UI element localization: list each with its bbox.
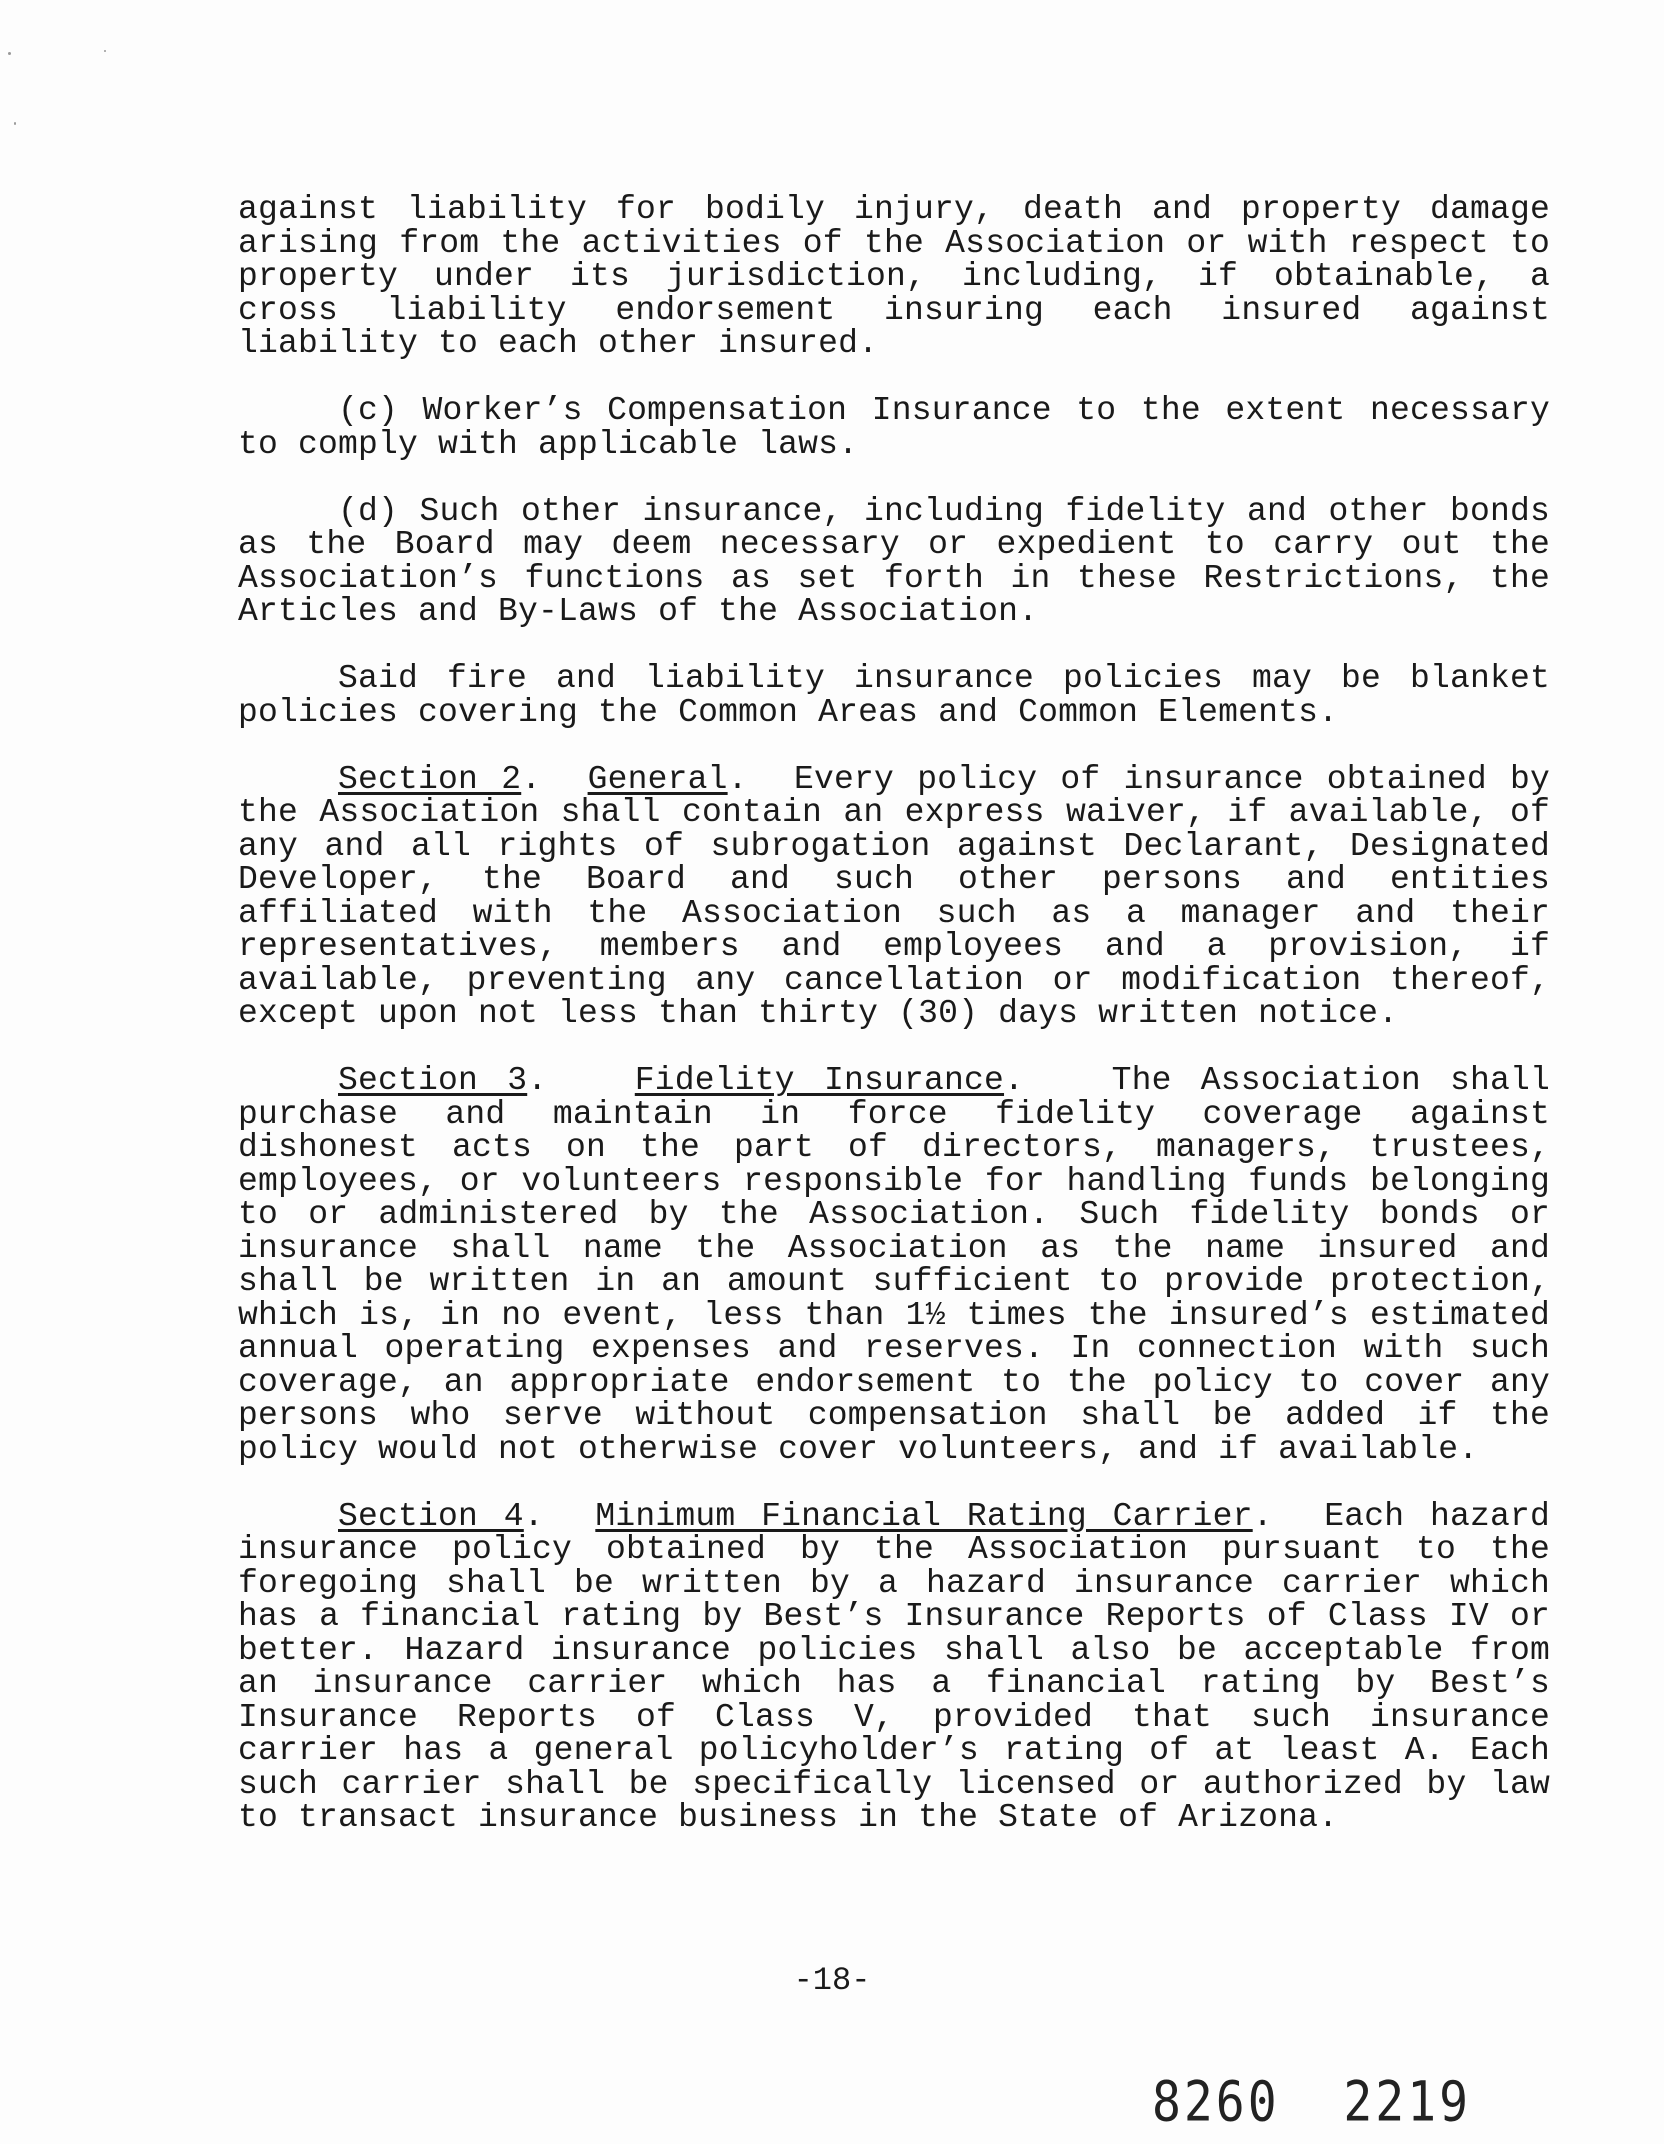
paragraph-workers-compensation: (c) Worker’s Compensation Insurance to the extent necessary to comply with applicable laws. <box>238 392 1550 463</box>
section-2-title: General <box>587 760 728 798</box>
scan-speck <box>14 122 16 125</box>
section-2-body: Every policy of insurance obtained by the Association shall contain an express waiver, if available, of any and all rights of subrogation against Declarant, Designated Developer, the Board and such other persons and entities affiliated with the Association such as a manager and their representatives, members and employees and a provision, if available, preventing any cancellation or modification thereof, except upon not less than thirty (30) days written notice. <box>238 760 1551 1032</box>
section-3-body: The Association shall purchase and maintain in force fidelity coverage against dishonest acts on the part of directors, managers, trustees, employees, or volunteers responsible for handling funds belonging to or administered by the Association. Such fidelity bonds or insurance shall name the Association as the name insured and shall be written in an amount sufficient to provide protection, which is, in no event, less than 1½ times the insured’s estimated annual operating expenses and reserves. In connection with such coverage, an appropriate endorsement to the policy to cover any persons who serve without compensation shall be added if the policy would not otherwise cover volunteers, and if available. <box>238 1062 1551 1468</box>
section-2-paragraph: Section 2. General. Every policy of insurance obtained by the Association shall contain an express waiver, if available, of any and all rights of subrogation against Declarant, Designated Developer, the Board and such other persons and entities affiliated with the Association such as a manager and their representatives, members and employees and a provision, if available, preventing any cancellation or modification thereof, except upon not less than thirty (30) days written notice. <box>238 760 1551 1032</box>
document-body <box>238 193 1550 1868</box>
recording-stamp: 8260 2219 <box>1152 2070 1471 2135</box>
section-3-paragraph: Section 3. Fidelity Insurance. The Association shall purchase and maintain in force fidelity coverage against dishonest acts on the part of directors, managers, trustees, employees, or volunteers responsible for handling funds belonging to or administered by the Association. Such fidelity bonds or insurance shall name the Association as the name insured and shall be written in an amount sufficient to provide protection, which is, in no event, less than 1½ times the insured’s estimated annual operating expenses and reserves. In connection with such coverage, an appropriate endorsement to the policy to cover any persons who serve without compensation shall be added if the policy would not otherwise cover volunteers, and if available. <box>238 1062 1551 1468</box>
paragraph-blanket-policies: Said fire and liability insurance policies may be blanket policies covering the Common Areas and Common Elements. <box>238 660 1550 731</box>
section-3-title: Fidelity Insurance <box>634 1062 1005 1099</box>
paragraph-liability-continued: against liability for bodily injury, death and property damage arising from the activities of the Association or with respect to property under its jurisdiction, including, if obtainable, a cross liability endorsement insuring each insured against liability to each other insured. <box>238 191 1550 362</box>
scan-speck <box>104 50 106 52</box>
section-4-title: Minimum Financial Rating Carrier <box>595 1497 1253 1535</box>
page-number: -18- <box>793 1962 871 1999</box>
section-4-body: Each hazard insurance policy obtained by the Association pursuant to the foregoing shall be written by a hazard insurance carrier which has a financial rating by Best’s Insurance Reports of Class IV or better. Hazard insurance policies shall also be acceptable from an insurance carrier which has a financial rating by Best’s Insurance Reports of Class V, provided that such insurance carrier has a general policyholder’s rating of at least A. Each such carrier shall be specifically licensed or authorized by law to transact insurance business in the State of Arizona. <box>238 1497 1551 1836</box>
section-4-paragraph: Section 4. Minimum Financial Rating Carrier. Each hazard insurance policy obtained by the Association pursuant to the foregoing shall be written by a hazard insurance carrier which has a financial rating by Best’s Insurance Reports of Class IV or better. Hazard insurance policies shall also be acceptable from an insurance carrier which has a financial rating by Best’s Insurance Reports of Class V, provided that such insurance carrier has a general policyholder’s rating of at least A. Each such carrier shall be specifically licensed or authorized by law to transact insurance business in the State of Arizona. <box>238 1497 1551 1836</box>
section-4-label: Section 4 <box>338 1497 524 1535</box>
scan-speck <box>8 52 11 55</box>
section-3-label: Section 3 <box>338 1062 528 1099</box>
section-2-label: Section 2 <box>338 760 522 798</box>
paragraph-other-insurance: (d) Such other insurance, including fidelity and other bonds as the Board may deem necessary or expedient to carry out the Association’s functions as set forth in these Restrictions, the Articles and By-Laws of the Association. <box>238 492 1550 630</box>
